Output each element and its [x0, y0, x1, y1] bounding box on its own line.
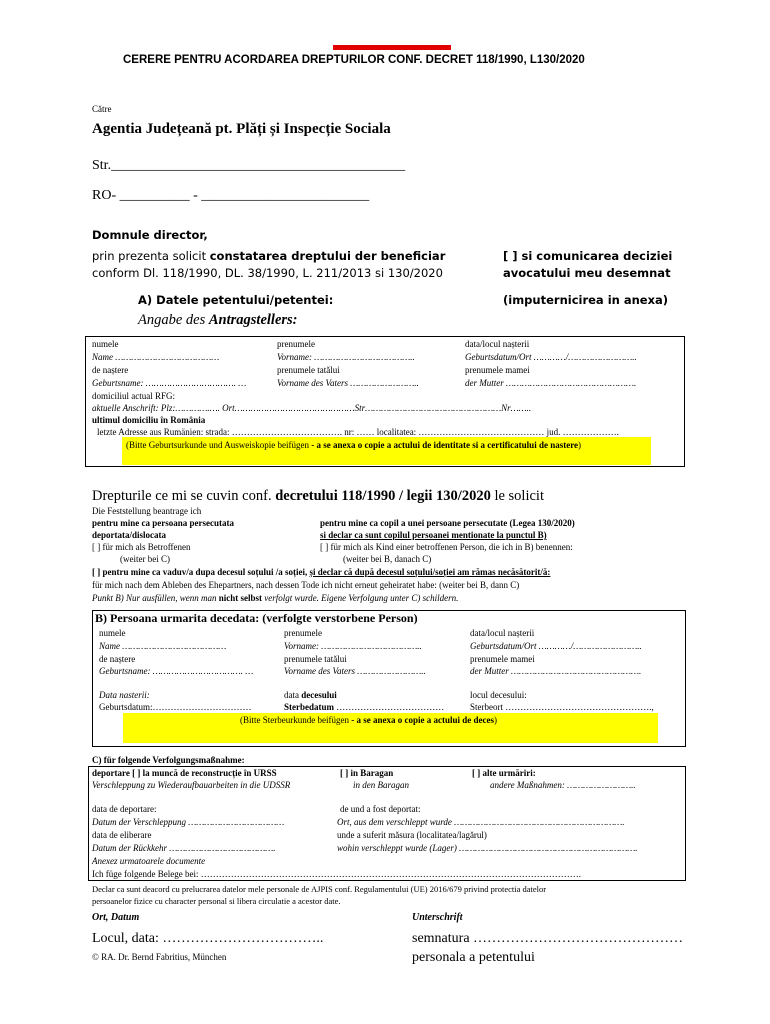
a-note-end: ) [578, 440, 582, 450]
a-name-label: numele [92, 339, 119, 349]
c-release-date-field[interactable]: Datum der Rückkehr …………………………………. [92, 843, 276, 853]
b-sterbedatum: Sterbedatum [284, 702, 334, 712]
a-father-field[interactable]: Vorname des Vaters …………………….. [277, 378, 419, 388]
street-field[interactable]: Str.__________________________________________ [92, 158, 406, 173]
b-mother-field[interactable]: der Mutter …………………………………………. [470, 666, 642, 676]
b-firstname-field[interactable]: Vorname: ……………………………….. [284, 641, 422, 651]
c-where-field[interactable]: wohin verschleppt wurde (Lager) …………………………………………………………. [337, 843, 638, 853]
child-checkbox[interactable]: [ ] für mich als Kind einer betroffenen Person, die ich in B) benennen: [320, 542, 573, 552]
b-deathplace-label: locul decesului: [470, 690, 527, 700]
b-birth-label: data/locul nașterii [470, 628, 535, 638]
c-documents-label: Anexez urmatoarele documente [92, 856, 206, 866]
c-deport-date-field[interactable]: Datum der Verschleppung ……………………………… [92, 817, 285, 827]
angabe-heading [138, 312, 298, 329]
c-other-field[interactable]: andere Maßnahmen: …………………….. [490, 780, 636, 790]
section-c-title: C) für folgende Verfolgungsmaßnahme: [92, 755, 245, 765]
header-red-bar [333, 45, 451, 50]
c-where-label: unde a suferit măsura (localitatea/lagărul) [337, 830, 487, 840]
a-birth-label: data/locul nașterii [465, 339, 530, 349]
c-urss-german: Verschleppung zu Wiederaufbauarbeiten in die UDSSR [92, 780, 291, 790]
b-father-field[interactable]: Vorname des Vaters …………………….. [284, 666, 426, 676]
b-death-pre: data [284, 690, 302, 700]
a-rfg-label: domiciliul actual RFG: [92, 391, 175, 401]
punkt-b-note [92, 593, 458, 603]
catre-label: Către [92, 104, 112, 114]
angabe-bold: Antragstellers: [208, 312, 298, 328]
spouse-german: für mich nach dem Ableben des Ehepartners, nach dessen Tode ich nicht erneut geheiratet habe: (weiter bei B, dann C) [92, 580, 520, 590]
spouse-pre: [ ] pentru mine ca vaduv/a dupa decesul soțului /a soției, [92, 567, 310, 577]
c-documents-field[interactable]: Ich füge folgende Belege bei: ………………………………………………………………………………………………………………. [92, 869, 581, 879]
persecuted-label: pentru mine ca persoana persecutata [92, 518, 234, 528]
c-release-date-label: data de eliberare [92, 830, 152, 840]
c-deport-date-label: data de deportare: [92, 804, 157, 814]
semnatura-field[interactable]: semnatura ……………………………………… [412, 931, 684, 946]
deported-label: deportata/dislocata [92, 530, 166, 540]
agency-name: Agentia Județeană pt. Plăți și Inspecție Sociala [92, 121, 391, 137]
personala-label: personala a petentului [412, 950, 535, 965]
drepturile-bold: decretului 118/1990 / legii 130/2020 [275, 488, 491, 504]
request-line-2: conform Dl. 118/1990, DL. 38/1990, L. 211/2013 si 130/2020 [92, 266, 443, 280]
punkt-bold: nicht selbst [218, 593, 263, 603]
b-note-end: ) [493, 715, 497, 725]
drepturile-heading [92, 488, 544, 505]
b-deathdate-field[interactable] [284, 702, 444, 712]
section-a-heading: A) Datele petentului/petentei: [138, 293, 334, 307]
b-firstname-label: prenumele [284, 628, 322, 638]
a-father-label: prenumele tatălui [277, 365, 340, 375]
a-attachment-note [126, 440, 581, 450]
imputernicire-note: (imputernicirea in anexa) [503, 293, 669, 307]
b-mother-label: prenumele mamei [470, 654, 535, 664]
child-declar: si declar ca sunt copilul persoanei mentionate la punctul B) [320, 530, 547, 540]
c-from-label: de und a fost deportat: [340, 804, 421, 814]
b-attachment-note [240, 715, 497, 725]
c-baragan-checkbox[interactable]: [ ] in Baragan [340, 768, 394, 778]
ro-address-field[interactable]: RO- __________ - ________________________ [92, 188, 370, 203]
c-from-field[interactable]: Ort, aus dem verschleppt wurde ………………………………………………………. [337, 817, 625, 827]
b-birthdate-field[interactable]: Geburtsdatum:…………………………… [99, 702, 252, 712]
gdpr-declaration-2: persoanelor fizice cu character personal si libera circulatie a acestor date. [92, 896, 341, 906]
feststellung-label: Die Feststellung beantrage ich [92, 506, 202, 516]
ort-datum-label: Ort, Datum [92, 912, 140, 923]
a-mother-field[interactable]: der Mutter …………………………………………. [465, 378, 637, 388]
b-father-label: prenumele tatălui [284, 654, 347, 664]
request-prefix: prin prezenta solicit [92, 249, 210, 263]
c-baragan-german: in den Baragan [353, 780, 409, 790]
a-birthname-field[interactable]: Geburtsname: ……………………………. … [92, 378, 247, 388]
b-birthname-label: de naștere [99, 654, 136, 664]
b-sterbedatum-dots: ……………………………… [334, 702, 445, 712]
a-ro-address-field[interactable]: letzte Adresse aus Rumänien: strada: ………………………………. nr: …… localitatea: …………………………………… jud. ………………. [97, 427, 619, 437]
child-continue: (weiter bei B, danach C) [343, 554, 432, 564]
salutation: Domnule director, [92, 228, 208, 242]
c-other-checkbox[interactable]: [ ] alte urmăriri: [472, 768, 536, 778]
self-checkbox[interactable]: [ ] für mich als Betroffenen [92, 542, 191, 552]
locul-data-field[interactable]: Locul, data: …………………………….. [92, 931, 324, 946]
a-birth-field[interactable]: Geburtsdatum/Ort …………/…………………….. [465, 352, 637, 362]
c-urss-checkbox[interactable]: deportare [ ] la muncă de reconstrucție în URSS [92, 768, 277, 778]
b-birthdate-label: Data nasterii: [99, 690, 150, 700]
a-name-field[interactable]: Name ………………………………… [92, 352, 220, 362]
a-birthname-label: de naștere [92, 365, 129, 375]
b-note-ro: - a se anexa o copie a actului de deces [351, 715, 494, 725]
a-note-ro: - a se anexa o copie a actului de identitate si a certificatului de nastere [311, 440, 579, 450]
b-name-field[interactable]: Name ………………………………… [99, 641, 227, 651]
b-deathplace-field[interactable]: Sterbeort …………………………………………., [470, 702, 654, 712]
child-label: pentru mine ca copil a unei persoane persecutate (Legea 130/2020) [320, 518, 575, 528]
request-line-1 [92, 249, 445, 263]
a-ro-label: ultimul domiciliu în România [92, 415, 206, 425]
b-deathdate-label [284, 690, 337, 700]
section-b-title: B) Persoana urmarita decedata: (verfolgte verstorbene Person) [95, 611, 418, 625]
drepturile-post: le solicit [490, 488, 544, 504]
a-note-de: (Bitte Geburtsurkunde und Ausweiskopie beifügen [126, 440, 312, 450]
gdpr-declaration-1: Declar ca sunt deacord cu prelucrarea datelor mele personale de AJPIS conf. Regulamentului (UE) 2016/679 privind protectia datelor [92, 884, 547, 894]
b-birth-field[interactable]: Geburtsdatum/Ort …………/…………………….. [470, 641, 642, 651]
spouse-checkbox[interactable] [92, 567, 550, 577]
a-rfg-address-field[interactable]: aktuelle Anschrift: Plz:………….…. Ort………………………………………Str……………………………………………Nr…….. [92, 403, 532, 413]
drepturile-pre: Drepturile ce mi se cuvin conf. [92, 488, 276, 504]
angabe-prefix: Angabe des [138, 312, 209, 328]
spouse-underlined: și declar că după decesul soțului/soției am rămas necăsătorit/ă: [309, 567, 551, 577]
unterschrift-label: Unterschrift [412, 912, 463, 923]
punkt-pre: Punkt B) Nur ausfüllen, wenn man [92, 593, 219, 603]
request-bold: constatarea dreptului der beneficiar [209, 249, 446, 263]
form-title: CERERE PENTRU ACORDAREA DREPTURILOR CONF. DECRET 118/1990, L130/2020 [123, 54, 585, 66]
b-note-de: (Bitte Sterbeurkunde beifügen [240, 715, 352, 725]
self-continue: (weiter bei C) [120, 554, 170, 564]
decision-checkbox[interactable]: [ ] si comunicarea deciziei [503, 249, 673, 263]
punkt-post: verfolgt wurde. Eigene Verfolgung unter C) schildern. [262, 593, 459, 603]
b-name-label: numele [99, 628, 126, 638]
b-death-bold: decesului [301, 690, 337, 700]
copyright-note: © RA. Dr. Bernd Fabritius, München [92, 952, 227, 962]
avocat-label: avocatului meu desemnat [503, 266, 671, 280]
a-firstname-field[interactable]: Vorname: ……………………………….. [277, 352, 415, 362]
b-birthname-field[interactable]: Geburtsname: ……………………………. … [99, 666, 254, 676]
a-firstname-label: prenumele [277, 339, 315, 349]
a-mother-label: prenumele mamei [465, 365, 530, 375]
